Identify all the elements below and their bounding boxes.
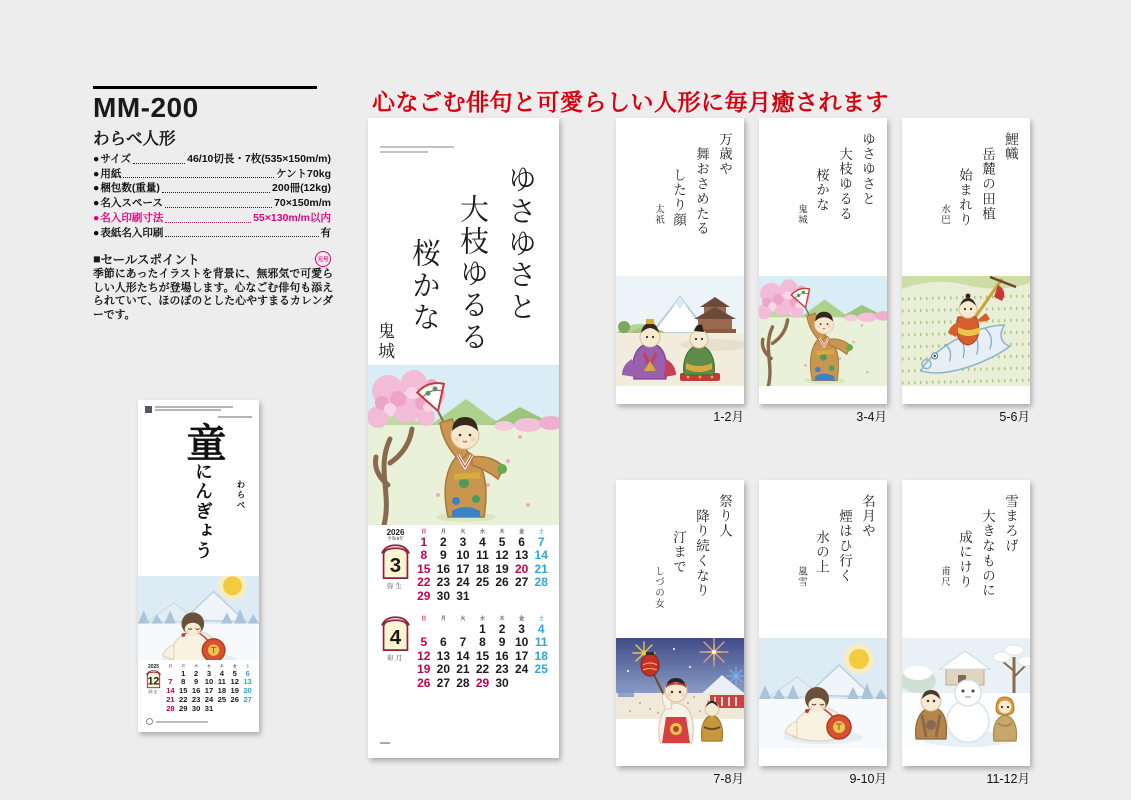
haiku-poet: 嵐雪 xyxy=(796,566,806,588)
weekday-header: 金 xyxy=(519,616,525,622)
day-cell xyxy=(434,623,454,636)
day-cell: 20 xyxy=(436,662,451,677)
weekday-header: 金 xyxy=(519,529,525,535)
day-cell: 27 xyxy=(514,575,529,590)
calendar-grid xyxy=(164,664,254,722)
spec-bullet: ● xyxy=(93,197,100,210)
month-traditional-name: 師走 xyxy=(148,688,159,694)
dot-leader xyxy=(133,163,185,164)
day-cell: 13 xyxy=(514,548,529,563)
weekday-header: 水 xyxy=(479,529,485,535)
haiku-calligraphy: ゆさゆさと 大枝ゆるる 桜かな 鬼城 xyxy=(791,132,877,282)
day-cell: 19 xyxy=(230,686,239,696)
day-cell: 8 xyxy=(479,635,486,650)
micro-text-lines xyxy=(380,146,454,155)
panel-illustration xyxy=(759,276,887,386)
day-cell: 7 xyxy=(537,535,545,549)
day-cell: 3 xyxy=(518,622,525,636)
day-cell: 18 xyxy=(534,648,548,663)
haiku-poet: 鬼城 xyxy=(375,322,394,362)
day-cell: 30 xyxy=(191,704,201,714)
panel-may-jun xyxy=(902,118,1030,404)
day-cell: 24 xyxy=(456,575,470,590)
calendar-year: 2026 xyxy=(386,528,405,537)
day-cell: 9 xyxy=(440,548,447,563)
day-cell: 16 xyxy=(191,686,201,696)
day-cell: 28 xyxy=(166,704,175,714)
calendar-month-block xyxy=(143,664,164,722)
weekday-header: 月 xyxy=(181,664,185,668)
day-cell: 16 xyxy=(436,561,451,576)
maker-logo-icon xyxy=(145,406,152,413)
cover-title-rest: にんぎょう xyxy=(193,462,213,561)
day-cell: 25 xyxy=(475,575,490,590)
day-cell: 11 xyxy=(217,677,226,687)
day-cell: 5 xyxy=(232,668,237,678)
weekday-header: 日 xyxy=(421,616,427,622)
spec-bullet: ● xyxy=(93,226,100,239)
cover-title-kana: わらべ xyxy=(236,480,246,511)
day-cell: 29 xyxy=(179,704,188,714)
day-cell: 18 xyxy=(217,686,227,696)
main-illustration xyxy=(368,365,559,525)
weekday-header: 日 xyxy=(421,529,427,535)
weekday-header: 火 xyxy=(460,529,466,535)
day-cell: 26 xyxy=(417,675,431,690)
spec-row-paper: ● 用紙 ケント70kg xyxy=(93,167,331,180)
day-cell: 31 xyxy=(204,704,214,714)
square-bullet: ■ xyxy=(93,252,101,266)
day-cell xyxy=(512,677,532,690)
panel-label: 11-12月 xyxy=(986,772,1030,786)
main-calendar-preview xyxy=(368,118,559,758)
dot-leader xyxy=(165,236,318,237)
spec-row-size: ● サイズ 46/10切長・7枚(535×150m/m) xyxy=(93,153,331,165)
panel-mar-apr xyxy=(759,118,887,404)
day-cell: 6 xyxy=(518,535,525,549)
weekday-header: 金 xyxy=(233,664,237,668)
calendar-grid xyxy=(414,528,551,612)
day-cell: 17 xyxy=(204,686,214,696)
panel-jan-feb xyxy=(616,118,744,404)
micro-text-lines xyxy=(145,406,252,418)
day-cell: 21 xyxy=(534,561,548,576)
divider xyxy=(93,86,317,89)
weekday-header: 火 xyxy=(194,664,198,668)
day-cell: 7 xyxy=(459,635,467,650)
svg-text:3: 3 xyxy=(389,554,402,578)
panel-illustration xyxy=(616,638,744,748)
cover-thumbnail xyxy=(138,400,259,732)
panel-label: 9-10月 xyxy=(849,772,887,786)
day-cell: 12 xyxy=(230,677,239,687)
day-cell: 9 xyxy=(498,635,506,650)
panel-label: 5-6月 xyxy=(999,410,1030,424)
day-cell: 29 xyxy=(475,675,490,690)
day-cell: 4 xyxy=(479,535,486,549)
day-cell: 13 xyxy=(436,648,451,663)
spec-list xyxy=(93,152,331,240)
spec-bullet: ● xyxy=(93,182,100,195)
day-cell: 8 xyxy=(181,677,186,687)
day-cell: 23 xyxy=(436,575,451,590)
page-headline: 心なごむ俳句と可愛らしい人形に毎月癒されます xyxy=(372,89,889,115)
era-badge-icon: 元号 xyxy=(315,251,331,267)
day-cell: 10 xyxy=(514,635,529,650)
day-cell: 19 xyxy=(417,662,431,677)
day-cell xyxy=(492,590,512,603)
day-cell: 30 xyxy=(436,588,451,603)
day-cell: 20 xyxy=(243,686,252,696)
spec-bullet: ● xyxy=(93,211,100,224)
panel-jul-aug xyxy=(616,480,744,766)
day-cell: 6 xyxy=(440,635,447,650)
dot-leader xyxy=(123,177,274,178)
spec-row-cover-print: ● 表紙名入印刷 有 xyxy=(93,226,331,239)
haiku-poet: 鬼城 xyxy=(796,204,806,226)
day-cell xyxy=(512,590,532,603)
day-cell: 1 xyxy=(479,622,486,636)
cover-illustration xyxy=(138,576,259,660)
page-number-micro xyxy=(380,742,390,744)
panel-illustration xyxy=(902,276,1030,386)
day-cell: 12 xyxy=(417,648,431,663)
spec-bullet: ● xyxy=(93,153,100,165)
day-cell xyxy=(473,590,493,603)
sales-point-title: セールスポイント xyxy=(100,253,200,267)
dot-leader xyxy=(162,192,270,193)
day-cell: 9 xyxy=(194,677,199,687)
panel-label: 7-8月 xyxy=(713,772,744,786)
panel-illustration xyxy=(616,276,744,386)
april-calendar xyxy=(377,615,551,699)
weekday-header: 木 xyxy=(220,664,224,668)
spec-bullet: ● xyxy=(93,167,100,180)
day-cell: 3 xyxy=(459,535,467,549)
haiku-calligraphy: 鯉幟 岳麓の田植 始まれり 水巴 xyxy=(934,132,1020,282)
haiku-poet: 太祇 xyxy=(653,204,663,226)
day-cell: 15 xyxy=(475,648,490,663)
day-cell: 7 xyxy=(168,677,173,687)
day-cell: 10 xyxy=(204,677,214,687)
spec-row-print-size: ● 名入印刷寸法 55×130m/m以内 xyxy=(93,211,331,224)
panel-sep-oct xyxy=(759,480,887,766)
day-cell: 21 xyxy=(166,695,175,705)
svg-text:12: 12 xyxy=(147,675,160,688)
panel-label: 3-4月 xyxy=(856,410,887,424)
weekday-header: 土 xyxy=(245,664,250,668)
march-calendar xyxy=(377,528,551,612)
haiku-calligraphy: 雪まろげ 大きなものに 成にけり 甫尺 xyxy=(934,494,1020,644)
month-traditional-name: 弥生 xyxy=(387,582,404,590)
day-cell: 29 xyxy=(417,588,431,603)
day-cell: 14 xyxy=(166,686,175,696)
month-number-badge xyxy=(381,544,410,580)
cover-title-big: 童 xyxy=(181,422,226,462)
day-cell: 30 xyxy=(495,675,509,690)
day-cell: 11 xyxy=(476,548,489,563)
svg-text:4: 4 xyxy=(389,626,402,650)
day-cell: 24 xyxy=(514,662,529,677)
weekday-header: 土 xyxy=(538,529,544,535)
day-cell: 24 xyxy=(204,695,214,705)
month-traditional-name: 卯月 xyxy=(387,654,404,662)
product-code: MM-200 xyxy=(93,92,199,123)
day-cell: 2 xyxy=(440,535,447,549)
weekday-header: 火 xyxy=(460,616,466,622)
day-cell: 22 xyxy=(475,662,490,677)
dot-leader xyxy=(165,207,272,208)
day-cell: 14 xyxy=(534,548,548,563)
day-cell: 2 xyxy=(194,668,199,678)
calendar-month-block xyxy=(377,528,414,612)
haiku-calligraphy: 祭り人 降り続くなり 汀まで しづの女 xyxy=(648,494,734,644)
day-cell: 5 xyxy=(498,535,506,549)
panel-illustration xyxy=(902,638,1030,748)
day-cell: 15 xyxy=(417,561,431,576)
calendar-era: 令和8年 xyxy=(386,537,405,542)
panel-illustration xyxy=(759,638,887,748)
day-cell xyxy=(241,705,254,714)
day-cell: 20 xyxy=(514,561,529,576)
day-cell: 13 xyxy=(243,677,252,687)
weekday-header: 土 xyxy=(538,616,544,622)
day-cell: 22 xyxy=(417,575,431,590)
day-cell: 21 xyxy=(456,662,470,677)
haiku-calligraphy: 名月や 煙はひ行く 水の上 嵐雪 xyxy=(791,494,877,644)
weekday-header: 月 xyxy=(440,616,446,622)
day-cell: 15 xyxy=(179,686,188,696)
logo-circle-icon xyxy=(146,718,153,725)
haiku-calligraphy: ゆさゆさと 大枝ゆるる 桜かな 鬼城 xyxy=(365,164,541,434)
day-cell: 11 xyxy=(534,635,548,650)
day-cell xyxy=(228,705,241,714)
cover-december-calendar xyxy=(143,664,254,722)
day-cell xyxy=(531,677,551,690)
day-cell: 25 xyxy=(534,662,548,677)
spec-row-name-space: ● 名入スペース 70×150m/m xyxy=(93,197,331,210)
day-cell: 31 xyxy=(456,588,470,603)
day-cell: 16 xyxy=(495,648,509,663)
sales-point-header xyxy=(93,250,331,268)
dot-leader xyxy=(165,222,251,223)
day-cell xyxy=(215,705,228,714)
panel-nov-dec xyxy=(902,480,1030,766)
day-cell: 28 xyxy=(534,575,548,590)
day-cell: 12 xyxy=(495,548,509,563)
month-number-badge xyxy=(146,670,161,689)
calendar-month-block xyxy=(377,615,414,699)
item-number-micro xyxy=(218,416,252,418)
month-number-badge xyxy=(381,616,410,652)
day-cell: 17 xyxy=(514,648,529,663)
day-cell: 5 xyxy=(420,635,428,650)
haiku-poet: 水巴 xyxy=(939,204,949,226)
day-cell: 26 xyxy=(230,695,239,705)
day-cell: 3 xyxy=(206,668,212,678)
day-cell: 22 xyxy=(179,695,188,705)
day-cell: 23 xyxy=(191,695,201,705)
day-cell: 4 xyxy=(219,668,224,678)
day-cell: 27 xyxy=(436,675,451,690)
day-cell: 17 xyxy=(456,561,470,576)
day-cell: 8 xyxy=(420,548,428,563)
day-cell: 28 xyxy=(456,675,470,690)
day-cell: 1 xyxy=(420,535,428,549)
sales-point-text: 季節にあったイラストを背景に、無邪気で可愛らしい人形たちが登場します。心なごむ俳句も添えられていて、ほのぼのとした心やすまるカレンダーです。 xyxy=(93,268,333,322)
weekday-header: 木 xyxy=(499,529,505,535)
day-cell: 19 xyxy=(495,561,509,576)
day-cell: 1 xyxy=(181,668,186,678)
day-cell: 26 xyxy=(495,575,509,590)
day-cell: 14 xyxy=(456,648,470,663)
calendar-grid xyxy=(414,615,551,699)
haiku-poet: しづの女 xyxy=(653,566,663,610)
day-cell: 6 xyxy=(245,668,250,678)
day-cell: 2 xyxy=(498,622,506,636)
day-cell: 4 xyxy=(537,622,545,636)
day-cell: 18 xyxy=(475,561,490,576)
panel-label: 1-2月 xyxy=(713,410,744,424)
weekday-header: 木 xyxy=(499,616,505,622)
weekday-header: 水 xyxy=(207,664,211,668)
haiku-calligraphy: 万歳や 舞おさめたる したり顔 太祇 xyxy=(648,132,734,282)
day-cell: 27 xyxy=(243,695,252,705)
haiku-poet: 甫尺 xyxy=(939,566,949,588)
weekday-header: 月 xyxy=(440,529,446,535)
weekday-header: 日 xyxy=(168,664,173,668)
day-cell xyxy=(453,623,473,636)
spec-row-packing: ● 梱包数(重量) 200冊(12kg) xyxy=(93,182,331,195)
day-cell: 23 xyxy=(495,662,509,677)
day-cell: 25 xyxy=(217,695,227,705)
weekday-header: 水 xyxy=(479,616,485,622)
product-name: わらべ人形 xyxy=(93,130,176,148)
calendar-year: 2025 xyxy=(147,664,160,670)
cover-footer-logo xyxy=(146,718,208,725)
day-cell xyxy=(414,623,434,636)
day-cell: 10 xyxy=(456,548,470,563)
day-cell xyxy=(531,590,551,603)
